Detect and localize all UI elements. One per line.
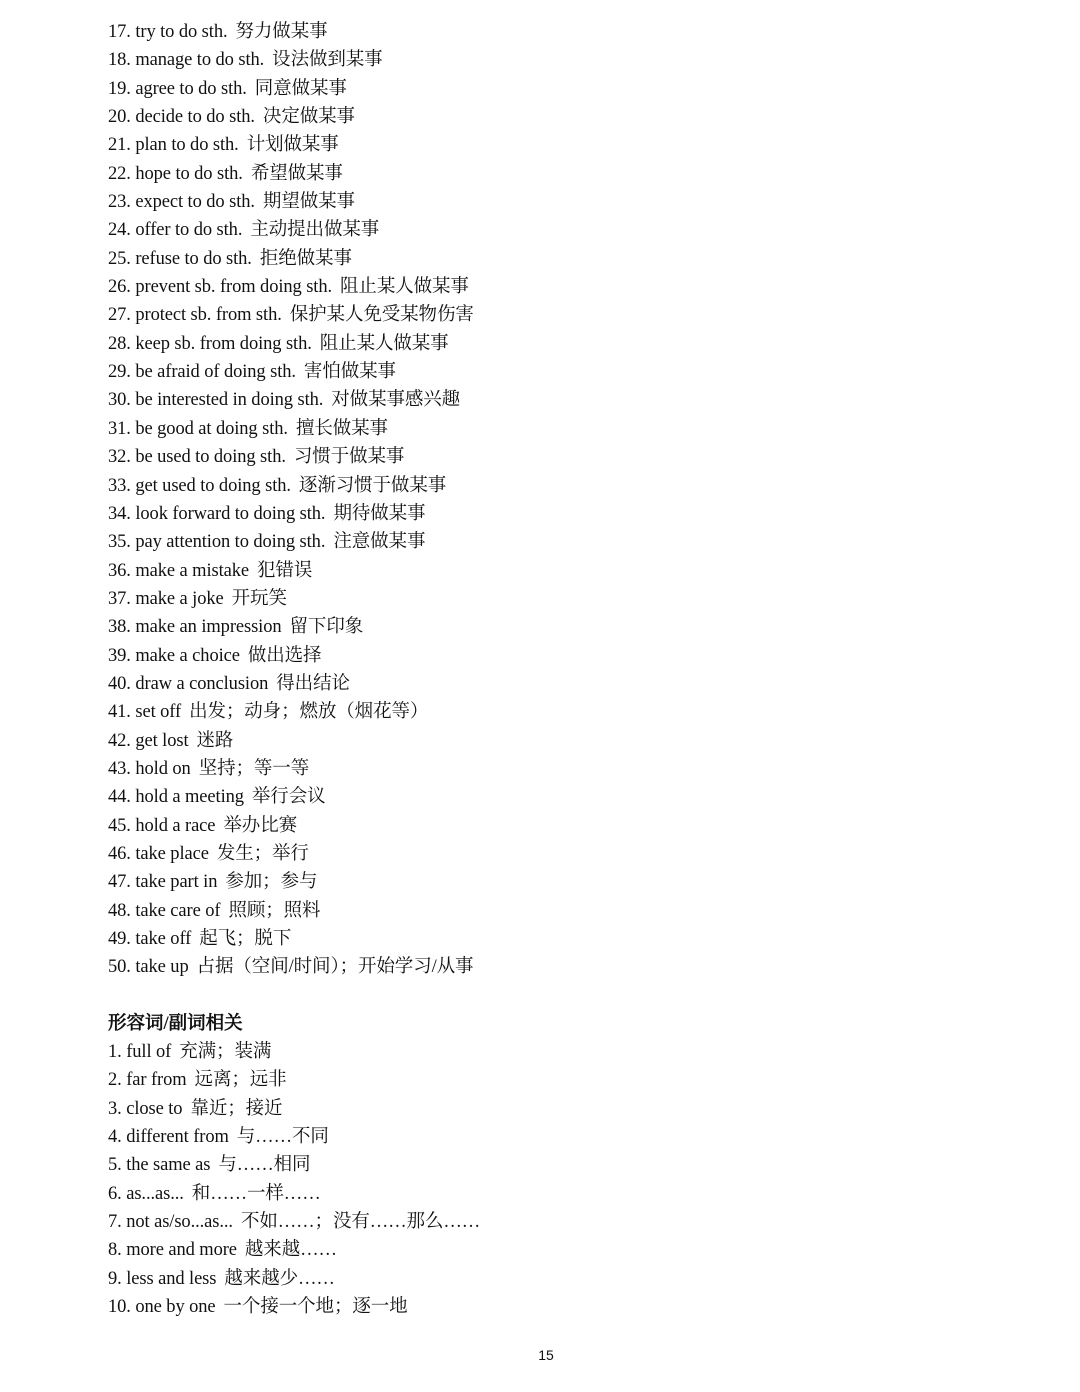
phrase-entry <box>108 840 1008 868</box>
chinese-meaning: 阻止某人做某事 <box>340 277 469 298</box>
phrase-entry <box>108 358 1008 386</box>
entry-number: 26. <box>108 277 131 298</box>
chinese-meaning: 坚持；等一等 <box>198 758 310 779</box>
english-phrase: look forward to doing sth. <box>135 503 326 524</box>
entry-number: 24. <box>108 220 131 241</box>
english-phrase: more and more <box>126 1240 237 1261</box>
entry-number: 22. <box>108 163 131 184</box>
entry-number: 1. <box>108 1042 122 1063</box>
phrase-entry <box>108 698 1008 726</box>
chinese-meaning: 对做某事感兴趣 <box>331 390 461 411</box>
phrase-entry <box>108 301 1008 329</box>
entry-number: 29. <box>108 362 131 383</box>
english-phrase: far from <box>126 1070 187 1091</box>
english-phrase: be used to doing sth. <box>135 447 286 468</box>
english-phrase: prevent sb. from doing sth. <box>135 277 333 298</box>
entry-number: 34. <box>108 503 131 524</box>
section-gap <box>108 982 1008 1010</box>
chinese-meaning: 注意做某事 <box>333 532 426 553</box>
phrase-entry <box>108 18 1008 46</box>
phrase-entry <box>108 273 1008 301</box>
chinese-meaning: 阻止某人做某事 <box>319 333 449 354</box>
chinese-meaning: 充满；装满 <box>179 1042 272 1063</box>
entry-number: 10. <box>108 1297 131 1318</box>
phrase-entry <box>108 160 1008 188</box>
phrase-entry <box>108 1095 1008 1123</box>
phrase-entry <box>108 953 1008 981</box>
chinese-meaning: 越来越…… <box>244 1240 337 1261</box>
entry-number: 9. <box>108 1268 122 1289</box>
chinese-meaning: 迷路 <box>196 730 234 751</box>
chinese-meaning: 决定做某事 <box>262 107 355 128</box>
phrase-entry <box>108 103 1008 131</box>
entry-number: 45. <box>108 815 131 836</box>
english-phrase: hold a race <box>135 815 216 836</box>
chinese-meaning: 希望做某事 <box>250 163 343 184</box>
chinese-meaning: 靠近；接近 <box>190 1098 283 1119</box>
entry-number: 21. <box>108 135 131 156</box>
entry-number: 43. <box>108 758 131 779</box>
english-phrase: as...as... <box>126 1183 184 1204</box>
phrase-entry <box>108 1151 1008 1179</box>
chinese-meaning: 逐渐习惯于做某事 <box>298 475 447 496</box>
phrase-entry <box>108 216 1008 244</box>
phrase-entry <box>108 727 1008 755</box>
english-phrase: different from <box>126 1127 229 1148</box>
chinese-meaning: 设法做到某事 <box>272 50 383 71</box>
english-phrase: pay attention to doing sth. <box>135 532 326 553</box>
entry-number: 7. <box>108 1212 122 1233</box>
phrase-entry <box>108 755 1008 783</box>
english-phrase: protect sb. from sth. <box>135 305 282 326</box>
english-phrase: agree to do sth. <box>135 78 247 99</box>
entry-number: 44. <box>108 787 131 808</box>
phrase-entry <box>108 897 1008 925</box>
english-phrase: make a joke <box>135 588 224 609</box>
phrase-entry <box>108 1066 1008 1094</box>
english-phrase: set off <box>135 702 182 723</box>
english-phrase: get lost <box>135 730 189 751</box>
english-phrase: hold a meeting <box>135 787 244 808</box>
phrase-entry <box>108 386 1008 414</box>
english-phrase: draw a conclusion <box>135 673 269 694</box>
phrase-entry <box>108 1265 1008 1293</box>
english-phrase: decide to do sth. <box>135 107 255 128</box>
phrase-entry <box>108 585 1008 613</box>
english-phrase: be good at doing sth. <box>135 418 288 439</box>
english-phrase: get used to doing sth. <box>135 475 291 496</box>
english-phrase: not as/so...as... <box>126 1212 233 1233</box>
entry-number: 19. <box>108 78 131 99</box>
chinese-meaning: 留下印象 <box>289 617 364 638</box>
adj-phrase-list <box>108 1038 1008 1321</box>
phrase-entry <box>108 1180 1008 1208</box>
phrase-entry <box>108 245 1008 273</box>
english-phrase: one by one <box>135 1297 216 1318</box>
english-phrase: less and less <box>126 1268 217 1289</box>
entry-number: 33. <box>108 475 131 496</box>
chinese-meaning: 不如……；没有……那么…… <box>240 1212 481 1233</box>
phrase-entry <box>108 670 1008 698</box>
entry-number: 27. <box>108 305 131 326</box>
english-phrase: be afraid of doing sth. <box>135 362 296 383</box>
chinese-meaning: 保护某人免受某物伤害 <box>289 305 474 326</box>
phrase-entry <box>108 46 1008 74</box>
english-phrase: plan to do sth. <box>135 135 239 156</box>
page-number: 15 <box>538 1347 554 1363</box>
chinese-meaning: 擅长做某事 <box>295 418 388 439</box>
entry-number: 40. <box>108 673 131 694</box>
entry-number: 46. <box>108 843 131 864</box>
entry-number: 48. <box>108 900 131 921</box>
entry-number: 17. <box>108 22 131 42</box>
entry-number: 8. <box>108 1240 122 1261</box>
chinese-meaning: 拒绝做某事 <box>259 248 352 269</box>
entry-number: 50. <box>108 957 131 978</box>
chinese-meaning: 主动提出做某事 <box>250 220 380 241</box>
chinese-meaning: 期待做某事 <box>333 503 426 524</box>
entry-number: 6. <box>108 1183 122 1204</box>
english-phrase: keep sb. from doing sth. <box>135 333 312 354</box>
document-page <box>108 18 1008 1321</box>
english-phrase: take place <box>135 843 209 864</box>
chinese-meaning: 远离；远非 <box>194 1070 287 1091</box>
phrase-entry <box>108 1208 1008 1236</box>
chinese-meaning: 出发；动身；燃放（烟花等） <box>189 702 429 723</box>
english-phrase: close to <box>126 1098 183 1119</box>
phrase-entry <box>108 783 1008 811</box>
chinese-meaning: 越来越少…… <box>224 1268 335 1289</box>
entry-number: 39. <box>108 645 131 666</box>
phrase-entry <box>108 131 1008 159</box>
chinese-meaning: 起飞；脱下 <box>199 929 292 949</box>
chinese-meaning: 参加；参与 <box>225 872 318 893</box>
phrase-entry <box>108 500 1008 528</box>
entry-number: 49. <box>108 929 131 949</box>
verb-phrase-list <box>108 18 1008 982</box>
phrase-entry <box>108 1123 1008 1151</box>
phrase-entry <box>108 613 1008 641</box>
entry-number: 4. <box>108 1127 122 1148</box>
phrase-entry <box>108 528 1008 556</box>
entry-number: 2. <box>108 1070 122 1091</box>
phrase-entry <box>108 1038 1008 1066</box>
english-phrase: hold on <box>135 758 191 779</box>
entry-number: 25. <box>108 248 131 269</box>
entry-number: 36. <box>108 560 131 581</box>
chinese-meaning: 开玩笑 <box>231 588 287 609</box>
phrase-entry <box>108 415 1008 443</box>
phrase-entry <box>108 472 1008 500</box>
chinese-meaning: 期望做某事 <box>262 192 355 213</box>
english-phrase: take off <box>135 929 192 949</box>
phrase-entry <box>108 75 1008 103</box>
chinese-meaning: 计划做某事 <box>246 135 339 156</box>
section-title: 形容词/副词相关 <box>108 1013 243 1034</box>
chinese-meaning: 举行会议 <box>251 787 326 808</box>
entry-number: 28. <box>108 333 131 354</box>
chinese-meaning: 占据（空间/时间）；开始学习/从事 <box>196 957 474 978</box>
english-phrase: make an impression <box>135 617 282 638</box>
entry-number: 18. <box>108 50 131 71</box>
chinese-meaning: 发生；举行 <box>216 843 309 864</box>
english-phrase: hope to do sth. <box>135 163 243 184</box>
chinese-meaning: 做出选择 <box>247 645 322 666</box>
chinese-meaning: 与……不同 <box>236 1127 329 1148</box>
chinese-meaning: 举办比赛 <box>223 815 298 836</box>
entry-number: 31. <box>108 418 131 439</box>
entry-number: 37. <box>108 588 131 609</box>
entry-number: 35. <box>108 532 131 553</box>
english-phrase: full of <box>126 1042 172 1063</box>
phrase-entry <box>108 868 1008 896</box>
chinese-meaning: 照顾；照料 <box>228 900 321 921</box>
english-phrase: try to do sth. <box>135 22 228 42</box>
english-phrase: make a mistake <box>135 560 250 581</box>
chinese-meaning: 一个接一个地；逐一地 <box>223 1297 408 1318</box>
english-phrase: take up <box>135 957 189 978</box>
phrase-entry <box>108 557 1008 585</box>
english-phrase: take care of <box>135 900 221 921</box>
entry-number: 47. <box>108 872 131 893</box>
chinese-meaning: 努力做某事 <box>235 22 328 42</box>
phrase-entry <box>108 812 1008 840</box>
english-phrase: expect to do sth. <box>135 192 255 213</box>
phrase-entry <box>108 443 1008 471</box>
entry-number: 38. <box>108 617 131 638</box>
chinese-meaning: 习惯于做某事 <box>293 447 405 468</box>
english-phrase: be interested in doing sth. <box>135 390 324 411</box>
english-phrase: manage to do sth. <box>135 50 265 71</box>
entry-number: 42. <box>108 730 131 751</box>
english-phrase: offer to do sth. <box>135 220 243 241</box>
phrase-entry <box>108 188 1008 216</box>
entry-number: 5. <box>108 1155 122 1176</box>
entry-number: 30. <box>108 390 131 411</box>
phrase-entry <box>108 1293 1008 1321</box>
entry-number: 41. <box>108 702 131 723</box>
english-phrase: make a choice <box>135 645 240 666</box>
english-phrase: take part in <box>135 872 218 893</box>
entry-number: 20. <box>108 107 131 128</box>
english-phrase: the same as <box>126 1155 211 1176</box>
phrase-entry <box>108 925 1008 953</box>
chinese-meaning: 犯错误 <box>257 560 313 581</box>
phrase-entry <box>108 1236 1008 1264</box>
entry-number: 32. <box>108 447 131 468</box>
chinese-meaning: 同意做某事 <box>254 78 347 99</box>
phrase-entry <box>108 330 1008 358</box>
phrase-entry <box>108 642 1008 670</box>
english-phrase: refuse to do sth. <box>135 248 252 269</box>
chinese-meaning: 和……一样…… <box>191 1183 321 1204</box>
chinese-meaning: 与……相同 <box>218 1155 311 1176</box>
entry-number: 23. <box>108 192 131 213</box>
entry-number: 3. <box>108 1098 122 1119</box>
chinese-meaning: 得出结论 <box>276 673 350 694</box>
chinese-meaning: 害怕做某事 <box>303 362 396 383</box>
